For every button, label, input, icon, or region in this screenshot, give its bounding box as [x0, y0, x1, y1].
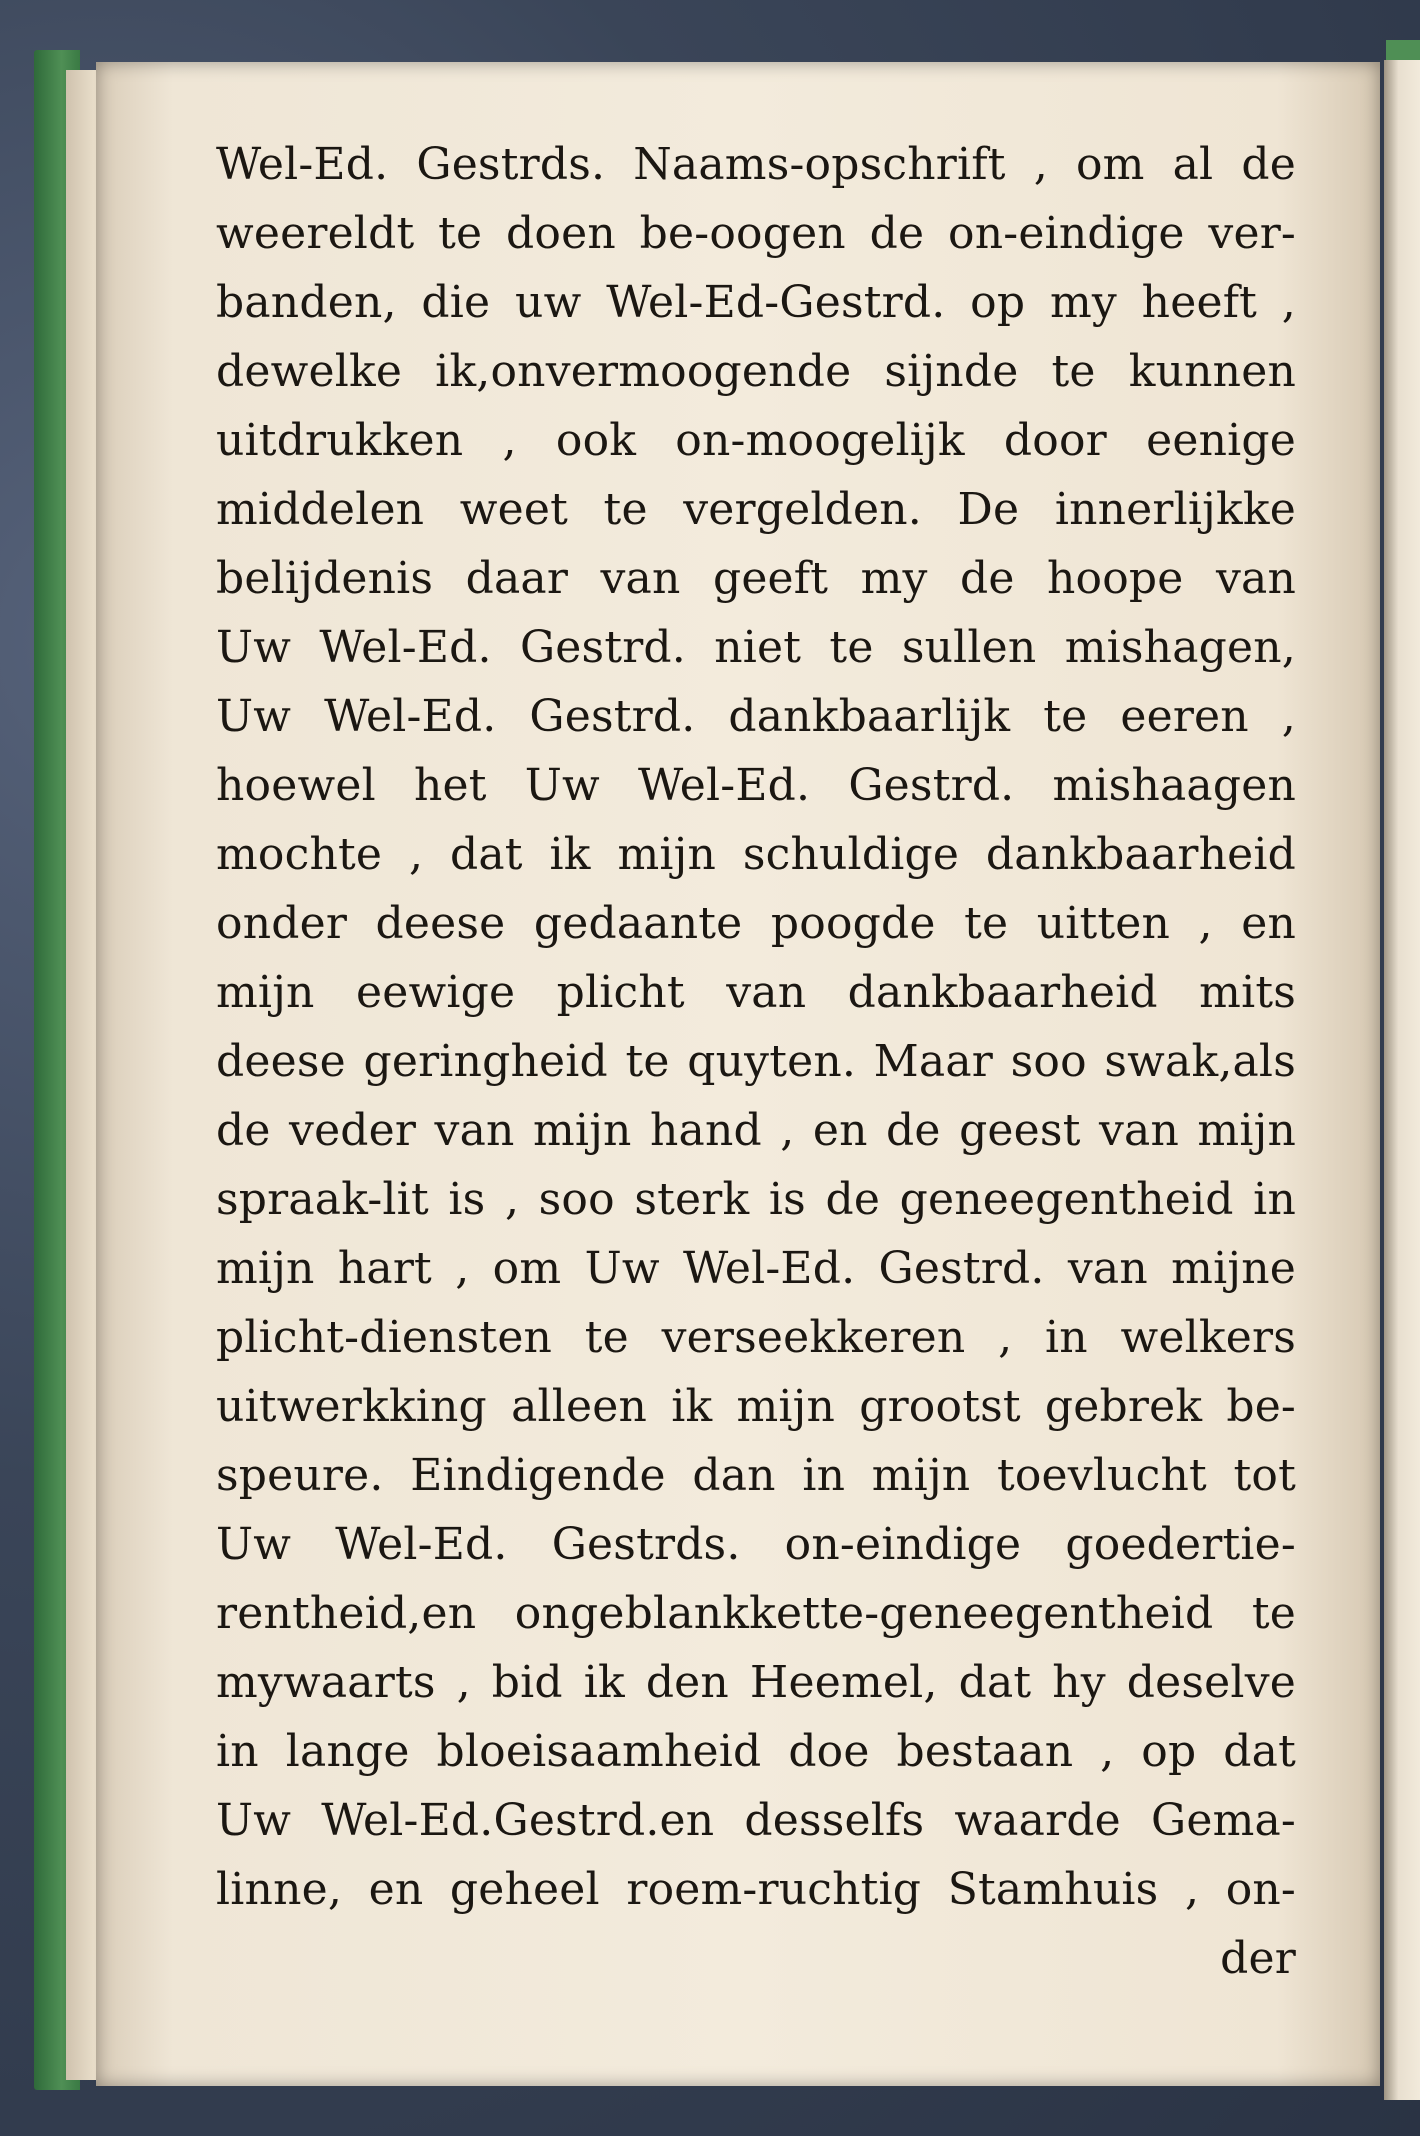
text-line: Wel-Ed. Gestrds. Naams-opschrift , om al de: [216, 139, 1296, 190]
text-line: Uw Wel-Ed.Gestrd.en desselfs waarde Gema-: [216, 1795, 1296, 1846]
text-line: mywaarts , bid ik den Heemel, dat hy deselve: [216, 1657, 1296, 1708]
text-line: deese geringheid te quyten. Maar soo swak,als: [216, 1036, 1296, 1087]
text-line: banden, die uw Wel-Ed-Gestrd. op my heeft ,: [216, 277, 1296, 328]
text-line: linne, en geheel roem-ruchtig Stamhuis , on-: [216, 1864, 1296, 1915]
text-line: Uw Wel-Ed. Gestrds. on-eindige goedertie-: [216, 1519, 1296, 1570]
text-line: in lange bloeisaamheid doe bestaan , op dat: [216, 1726, 1296, 1777]
text-line: hoewel het Uw Wel-Ed. Gestrd. mishaagen: [216, 760, 1296, 811]
facing-page-edge: [1384, 60, 1420, 2100]
book-cover-right: [1386, 40, 1420, 62]
text-line: mijn hart , om Uw Wel-Ed. Gestrd. van mijne: [216, 1243, 1296, 1294]
text-line: onder deese gedaante poogde te uitten , en: [216, 898, 1296, 949]
text-line: Uw Wel-Ed. Gestrd. niet te sullen mishagen,: [216, 622, 1296, 673]
text-line: de veder van mijn hand , en de geest van mijn: [216, 1105, 1296, 1156]
text-line: spraak-lit is , soo sterk is de geneegentheid in: [216, 1174, 1296, 1225]
text-line: Uw Wel-Ed. Gestrd. dankbaarlijk te eeren ,: [216, 691, 1296, 742]
text-line: uitdrukken , ook on-moogelijk door eenige: [216, 415, 1296, 466]
text-line: mijn eewige plicht van dankbaarheid mits: [216, 967, 1296, 1018]
text-line: middelen weet te vergelden. De innerlijkke: [216, 484, 1296, 535]
page-text: [216, 130, 1296, 1993]
text-line: rentheid,en ongeblankkette-geneegentheid te: [216, 1588, 1296, 1639]
text-line: speure. Eindigende dan in mijn toevlucht tot: [216, 1450, 1296, 1501]
text-line: uitwerkking alleen ik mijn grootst gebrek be-: [216, 1381, 1296, 1432]
catchword: der: [1220, 1933, 1296, 1984]
text-line: weereldt te doen be-oogen de on-eindige ver-: [216, 208, 1296, 259]
text-line: belijdenis daar van geeft my de hoope van: [216, 553, 1296, 604]
text-line: dewelke ik,onvermoogende sijnde te kunnen: [216, 346, 1296, 397]
text-line: plicht-diensten te verseekkeren , in welkers: [216, 1312, 1296, 1363]
text-line: mochte , dat ik mijn schuldige dankbaarheid: [216, 829, 1296, 880]
